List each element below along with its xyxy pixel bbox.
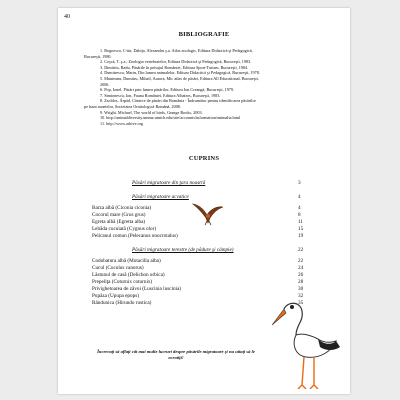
bibliography-entry: pe baza sunetelor, Societatea Ornitologică Română, 2008. (84, 103, 181, 109)
bibliography-entry: 3. Dimitriu, Radu, Păsările în peisajul României, Editura Sport-Turism, Bucureşti, 1984. (100, 64, 249, 70)
contents-entry-label: Prepeliţa (Coturnix coturnix) (92, 279, 153, 285)
contents-entry-label: Barza albă (Ciconia ciconia) (92, 205, 152, 211)
contents-entry-label: Lăstunul de casă (Delichon urbica) (92, 272, 165, 278)
contents-entry-label: Codobatura albă (Motacilla alba) (92, 258, 161, 264)
contents-entry-page: 3 (298, 180, 301, 186)
contents-entry-page: 30 (298, 286, 304, 292)
contents-entry-page: 15 (298, 226, 304, 232)
contents-entry-page: 22 (298, 258, 304, 264)
page-number: 40 (64, 14, 70, 20)
contents-entry-label: Cocorul mare (Grus grus) (92, 212, 146, 218)
contents-entry-page: 4 (298, 205, 301, 211)
contents-entry-label: Privighetoarea de zăvoi (Luscinia luscinia) (92, 286, 182, 292)
contents-entry-label: Egreta albă (Egretta alba) (92, 219, 146, 225)
bibliography-entry: 9. Wright, Michael, The world of birds, Grange Books, 2003. (100, 109, 203, 115)
bibliography-entry: 1. Bogoescu, C-tin, Dabija, Alexandru ş.a. Atlas zoologic, Editura Didactică şi Pedagogică, (100, 48, 253, 53)
bibliography-entry: Bucureşti, 1980. (84, 53, 112, 59)
bibliography-entry: 6. Pop, Ionel, Păsări prin lumea păsărilor, Editura Ion Creangă, Bucureşti, 1979. (100, 87, 235, 93)
contents-entry-page: 35 (298, 300, 304, 306)
contents-entry-page: 11 (298, 219, 303, 225)
document-page (58, 8, 350, 394)
contents-entry-label: Lebăda cucuiată (Cygnus olor) (92, 226, 157, 232)
contents-entry-page: 4 (298, 194, 301, 200)
contents-entry-page: 22 (298, 247, 304, 253)
contents-entry-label: Pupăza (Upupa epops) (92, 293, 139, 299)
contents-entry-label: Rândunica (Hirundo rustica) (92, 300, 152, 306)
bibliography-entry: 4. Dumitrescu, Marin, Din lumea animalelor, Editura Didactică şi Pedagogică, Bucureşti, 1978. (100, 70, 260, 76)
contents-entry-label: Cucul (Cuculus canorus) (92, 265, 144, 271)
contents-entry-label: Pelicanul comun (Pelecanus onocrotalus) (92, 233, 178, 239)
bibliography-title: BIBLIOGRAFIE (178, 31, 230, 38)
bibliography-entry: 2006. (100, 81, 110, 87)
contents-entry-page: 26 (298, 272, 304, 278)
bibliography-list (84, 48, 344, 126)
contents-title: CUPRINS (188, 155, 220, 162)
bibliography-entry: 7. Simionescu, Ion, Fauna României, Editura Albatros, Bucureşti, 1983. (100, 92, 221, 98)
contents-entry-label: Păsări migratoare din ţara noastră (132, 180, 206, 186)
contents-entry-page: 8 (298, 212, 301, 218)
bibliography-entry: 2. Coşcă, T. ş.a., Zoologia vertebratelor, Editura Didactică şi Pedagogică, Bucureşti, 1983. (100, 59, 252, 65)
stork-illustration (270, 295, 342, 389)
closing-note: Încercaţi să aflaţi cât mai multe lucruri despre păsările migratoare şi nu uitaţi să le ocrotiţi! (97, 349, 255, 360)
bibliography-entry[interactable]: 11. http://www.arkive.org (100, 120, 143, 126)
bibliography-entry: 5. Munteanu, Dumitru, Mihail, Aurora, Mic atlas de păsări, Editura All Educational, Bucureşti, (100, 75, 259, 81)
contents-entry-label: Păsări migratoare acvatice (132, 194, 189, 200)
swallow-illustration (192, 201, 224, 225)
contents-entry-label: Păsări migratoare terestre (de pădure şi câmpie) (132, 247, 234, 253)
contents-entry-page: 32 (298, 293, 304, 299)
contents-entry-page: 19 (298, 233, 304, 239)
bibliography-entry: 8. Zsoldos, Árpád, Cântece de păsări din România - Îndrumător pentru identificarea păsărilor (100, 98, 256, 104)
bibliography-entry[interactable]: 10. http://animaldiversity.ummz.umich.edu/site/accounts/information/animalia.html (100, 115, 241, 121)
contents-entry-page: 24 (298, 265, 304, 271)
contents-entry-page: 28 (298, 279, 304, 285)
